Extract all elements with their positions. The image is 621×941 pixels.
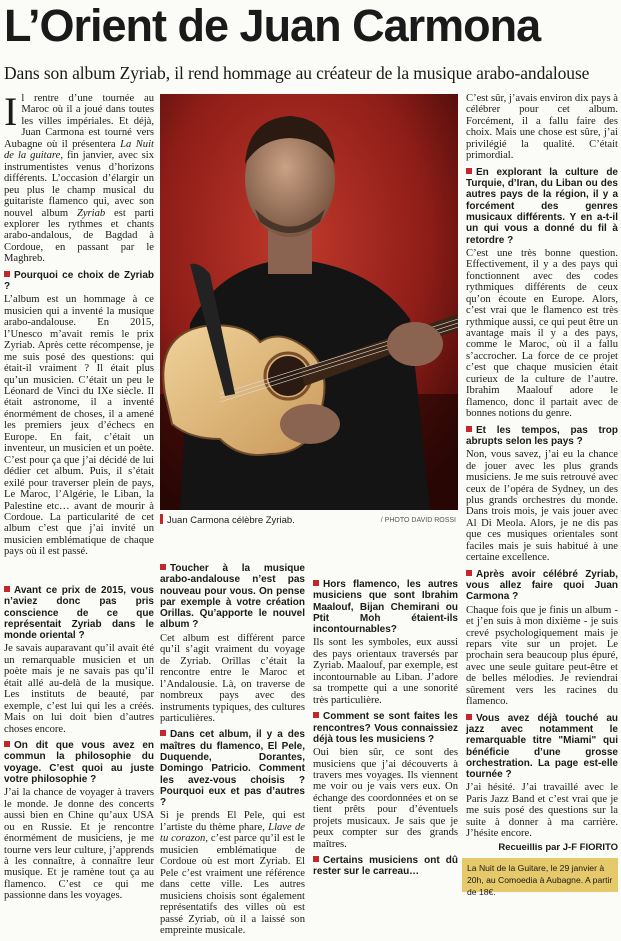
question-4: Toucher à la musique arabo-andalouse n’est pas nouveau pour vous. On pense par exemple à votre création Orillas. Qu’apporte le nouvel album ?: [160, 563, 305, 631]
answer-11: Chaque fois que je finis un album - et j’en suis à mon dixième - je suis crevé psychologiquement mais je repars vite sur un projet. Le prochain sera beaucoup plus épuré, avec une seule guitare peut-être et de belles mélodies. Je reviendrai sûrement vers les racines du flamenco.: [466, 604, 618, 708]
caption-marker: [160, 514, 163, 524]
question-10: Et les tempos, pas trop abrupts selon les pays ?: [466, 424, 618, 447]
column-2: [160, 560, 305, 941]
question-11: Après avoir célébré Zyriab, vous allez faire quoi Juan Carmona ?: [466, 568, 618, 603]
answer-5: Si je prends El Pele, qui est l’artiste du thème phare, Llave de tu corazon, c’est parce qu’il est le musicien emblématique de Cordoue où est mort Zyriab. El Pele c’est vraiment une référence dans cette ville. Les autres musiciens choisis sont également représentatifs des villes où est passé Zyriab, où il a laissé son empreinte musicale.: [160, 810, 305, 937]
question-1: Pourquoi ce choix de Zyriab ?: [4, 269, 154, 293]
column-3: [313, 576, 458, 880]
question-5: Dans cet album, il y a des maîtres du flamenco, El Pele, Duquende, Dorantes, Domingo Patricio. Comment les avez-vous choisis ? Pourquoi eux et pas d’autres ?: [160, 729, 305, 809]
question-12: Vous avez déjà touché au jazz avec notamment le remarquable titre "Miami" qui bénéficie d’une grosse orchestration. La page est-elle tournée ?: [466, 712, 618, 781]
answer-6: Ils sont les symboles, eux aussi des pays orientaux traversés par Zyriab. Maalouf, par exemple, est incontournable au Liban. J’adore sa trompette qui a une sonorité très particulière.: [313, 637, 458, 706]
intro-paragraph: Il rentre d’une tournée au Maroc où il a joué dans toutes les villes impériales. Et déjà, Juan Carmona est tourné vers Aubagne où il présentera La Nuit de la guitare, fin janvier, avec six instrumentistes venus d’horizons différents. L’occasion d’élargir un peu plus le champ musical du guitariste flamenco qui, avec son nouvel album Zyriab est parti explorer les rythmes et chants arabo-andalous, de Bagdad à Cordoue, en passant par le Maghreb.: [4, 89, 155, 265]
byline: Recueillis par J-F FIORITO: [498, 842, 618, 853]
answer-3: J’ai la chance de voyager à travers le monde. Je donne des concerts aussi bien en Chine qu’aux USA ou en Russie. Et je rencontre énormément de musiciens, je me tourne vers leur culture, j’apprends à les connaître, à connaître leur musique. Et je ramène tout ça au flamenco. C’est ce qui me passionne dans les voyages.: [4, 787, 154, 902]
subheadline: Dans son album Zyriab, il rend hommage au créateur de la musique arabo-andalouse: [4, 63, 590, 83]
answer-1: L’album est un hommage à ce musicien qui a inventé la musique arabo-andalouse. En 2015, l’Unesco m’avait remis le prix Zyriab. Après cette récompense, je me suis posé des questions: qui était-il vraiment ? Il était plus qu’un musicien. C’était un peu le Léonard de Vinci du IXe siècle. Il était astronome, il a inventé énormément de choses, il a amené les premiers jeux d’échecs en Europe. En fait, c’était un inventeur, un musicien et un poète. C’est pour ça que j’ai décidé de lui dédier cet album. Puis, il s’était exilé pour traverser plein de pays, Le Maroc, l’Algérie, le Liban, la Palestine etc… avant de mourir à Cordoue. La particularité de cet album c’est que j’ai invité un musicien emblématique de chaque pays où il est passé.: [4, 294, 154, 558]
question-6: Hors flamenco, les autres musiciens que sont Ibrahim Maalouf, Bijan Chemirani ou Ptit Moh étaient-ils incontournables?: [313, 579, 458, 636]
answer-4: Cet album est différent parce qu’il s’agit vraiment du voyage de Zyriab. Orillas c’était la rencontre entre le Maroc et l’Andalousie. Là, on traverse de nombreux pays avec des instruments typiques, des cultures particulières.: [160, 632, 305, 724]
question-9: En explorant la culture de Turquie, d’Iran, du Liban ou des autres pays de la région, il y a forcément des genres musicaux différents. Y en a-t-il un qui vous a donné du fil à retordre ?: [466, 166, 618, 246]
answer-12: J’ai hésité. J’ai travaillé avec le Paris Jazz Band et c’est vrai que je me suis posé des questions sur la suite à donner à ma carrière. J’hésite encore.: [466, 782, 618, 840]
photo-juan-carmona: [160, 94, 458, 510]
answer-7: Oui bien sûr, ce sont des musiciens que j’ai découverts à travers mes voyages. Ils viennent me voir ou je vais vers eux. On échange des coordonnées et on se tient prêts pour d’éventuels projets musicaux. Je sais que je peux compter sur des grands maîtres.: [313, 747, 458, 850]
answer-2: Je savais auparavant qu’il avait été un remarquable musicien et un poète mais je ne savais pas qu’il était allé au-delà de la musique. Les instituts de beauté, par exemple, c’est lui qui les a créés. Mais on lui doit bien d’autres choses encore.: [4, 643, 154, 735]
question-8: Certains musiciens ont dû rester sur le carreau…: [313, 855, 458, 878]
headline: L’Orient de Juan Carmona: [4, 0, 541, 51]
column-4: [466, 93, 618, 845]
answer-10: Non, vous savez, j’ai eu la chance de jouer avec les plus grands musiciens. Je me suis retrouvé avec ceux de l’opéra de Sydney, un des plus grands orchestres du monde. Dans trois mois, je vais jouer avec Al Di Meola. Alors, je ne dis pas que ces musiques orientales sont faciles mais je suis habitué à une certaine excellence.: [466, 449, 618, 564]
guitarist-illustration: [160, 94, 458, 510]
drop-cap: I: [4, 89, 18, 134]
column-1: [4, 89, 155, 563]
answer-8: C’est sûr, j’avais environ dix pays à célébrer pour cet album. Forcément, il a fallu faire des choix. Mais une chose est sûre, j’ai privilégié la qualité. C’était primordial.: [466, 93, 618, 162]
question-7: Comment se sont faites les rencontres? Vous connaissiez déjà tous les musiciens ?: [313, 711, 458, 745]
photo-caption: Juan Carmona célèbre Zyriab. / PHOTO DAVID ROSSI: [160, 514, 458, 528]
column-1-lower: [4, 582, 154, 907]
question-2: Avant ce prix de 2015, vous n’aviez donc pas pris conscience de ce que représentait Zyriab dans le monde oriental ?: [4, 585, 154, 642]
answer-9: C’est une très bonne question. Effectivement, il y a des pays qui fonctionnent avec des codes rythmiques différents de ceux qu’on écoute en Europe. Alors, c’est vrai que le flamenco est très rythmique aussi, ce qui peut être un avantage mais il y a des pays, comme le Maroc, où il a fallu s’accrocher. La force de ce projet c’est que chaque musicien était curieux de la culture de l’autre. Ibrahim Maalouf adore le flamenco, donc il partait avec de bonnes notions du genre.: [466, 247, 618, 420]
photo-credit: / PHOTO DAVID ROSSI: [380, 517, 456, 524]
question-3: On dit que vous avez en commun la philosophie du voyage. C’est quoi au juste votre philosophie ?: [4, 740, 154, 785]
event-infobox: La Nuit de la Guitare, le 29 janvier à 20h, au Comoedia à Aubagne. A partir de 18€.: [462, 858, 618, 892]
